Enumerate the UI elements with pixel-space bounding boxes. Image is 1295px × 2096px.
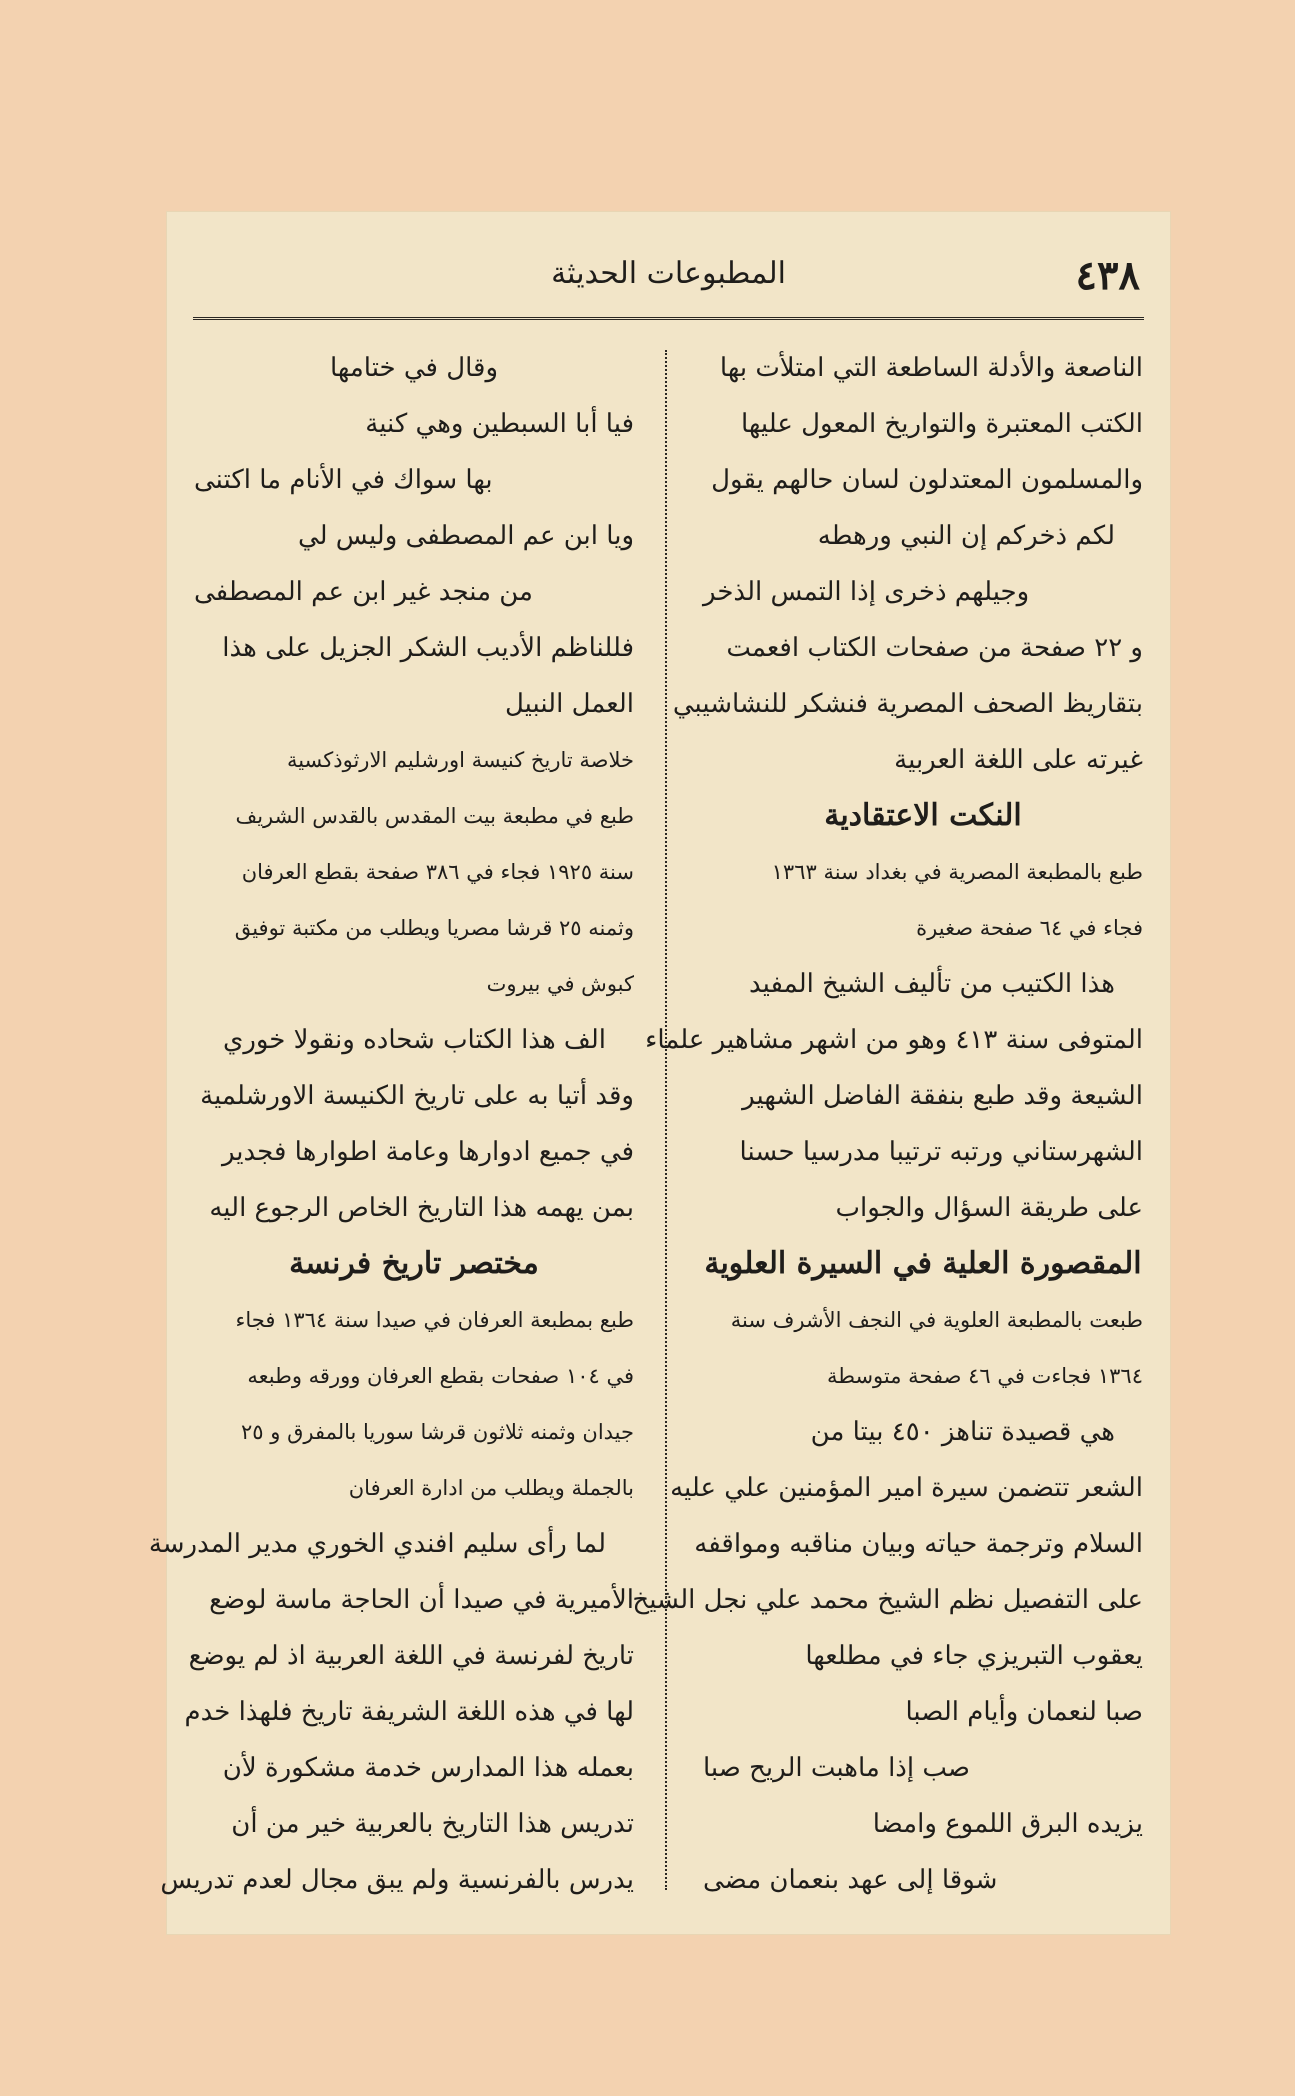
text-line: بتقاريظ الصحف المصرية فنشكر للنشاشيبي bbox=[672, 689, 1143, 719]
text-line: ويا ابن عم المصطفى وليس لي bbox=[297, 521, 634, 551]
text-line: الأميرية في صيدا أن الحاجة ماسة لوضع bbox=[209, 1585, 634, 1615]
text-line: هي قصيدة تناهز ٤٥٠ بيتا من bbox=[810, 1417, 1115, 1447]
right-column bbox=[632, 340, 1143, 1908]
text-line: وثمنه ٢٥ قرشا مصريا ويطلب من مكتبة توفيق bbox=[234, 916, 634, 940]
text-line: في ١٠٤ صفحات بقطع العرفان وورقه وطبعه bbox=[247, 1364, 634, 1388]
text-line: فللناظم الأديب الشكر الجزيل على هذا bbox=[222, 633, 634, 663]
text-line: لها في هذه اللغة الشريفة تاريخ فلهذا خدم bbox=[184, 1697, 634, 1727]
text-line: وجيلهم ذخرى إذا التمس الذخر bbox=[703, 577, 1030, 607]
text-line: على التفصيل نظم الشيخ محمد علي نجل الشيخ bbox=[632, 1585, 1143, 1615]
text-line: الشيعة وقد طبع بنفقة الفاضل الشهير bbox=[742, 1081, 1143, 1111]
text-line: على طريقة السؤال والجواب bbox=[835, 1193, 1143, 1223]
text-line: طبعت بالمطبعة العلوية في النجف الأشرف سنة bbox=[730, 1308, 1143, 1332]
text-line: والمسلمون المعتدلون لسان حالهم يقول bbox=[711, 465, 1143, 495]
text-line: يعقوب التبريزي جاء في مطلعها bbox=[805, 1641, 1143, 1671]
text-line: بعمله هذا المدارس خدمة مشكورة لأن bbox=[222, 1753, 634, 1783]
page-header bbox=[197, 252, 1140, 312]
text-line: بالجملة ويطلب من ادارة العرفان bbox=[348, 1476, 634, 1500]
text-line: الناصعة والأدلة الساطعة التي امتلأت بها bbox=[719, 353, 1143, 383]
text-line: صبا لنعمان وأيام الصبا bbox=[905, 1697, 1143, 1727]
text-line: فجاء في ٦٤ صفحة صغيرة bbox=[916, 916, 1143, 940]
text-line: خلاصة تاريخ كنيسة اورشليم الارثوذكسية bbox=[286, 748, 634, 772]
text-line: هذا الكتيب من تأليف الشيخ المفيد bbox=[749, 969, 1115, 999]
text-line: تدريس هذا التاريخ بالعربية خير من أن bbox=[231, 1809, 634, 1839]
section-heading: مختصر تاريخ فرنسة bbox=[289, 1246, 539, 1281]
text-line: المتوفى سنة ٤١٣ وهو من اشهر مشاهير علماء bbox=[645, 1025, 1143, 1055]
text-line: و ٢٢ صفحة من صفحات الكتاب افعمت bbox=[726, 633, 1143, 663]
text-line: الشعر تتضمن سيرة امير المؤمنين علي عليه bbox=[670, 1473, 1143, 1503]
document-page bbox=[148, 212, 1170, 1934]
text-line: طبع بمطبعة العرفان في صيدا سنة ١٣٦٤ فجاء bbox=[235, 1308, 634, 1332]
section-heading: المقصورة العلية في السيرة العلوية bbox=[704, 1246, 1142, 1281]
text-line: من منجد غير ابن عم المصطفى bbox=[194, 577, 533, 607]
text-line: صب إذا ماهبت الريح صبا bbox=[703, 1753, 970, 1783]
text-line: طبع بالمطبعة المصرية في بغداد سنة ١٣٦٣ bbox=[771, 860, 1143, 884]
text-line: الكتب المعتبرة والتواريخ المعول عليها bbox=[740, 409, 1143, 439]
text-line: غيرته على اللغة العربية bbox=[894, 745, 1143, 775]
column-divider bbox=[665, 350, 667, 1890]
text-line: شوقا إلى عهد بنعمان مضى bbox=[703, 1865, 998, 1895]
text-line: تاريخ لفرنسة في اللغة العربية اذ لم يوضع bbox=[188, 1641, 634, 1671]
text-line: فيا أبا السبطين وهي كنية bbox=[365, 409, 634, 439]
text-line: بمن يهمه هذا التاريخ الخاص الرجوع اليه bbox=[209, 1193, 634, 1223]
text-line: كبوش في بيروت bbox=[486, 972, 634, 996]
page-number: ٤٣٨ bbox=[1075, 252, 1140, 299]
text-line: السلام وترجمة حياته وبيان مناقبه ومواقفه bbox=[694, 1529, 1143, 1559]
text-line: لما رأى سليم افندي الخوري مدير المدرسة bbox=[148, 1529, 606, 1559]
text-line: الف هذا الكتاب شحاده ونقولا خوري bbox=[222, 1025, 606, 1055]
text-line: يزيده البرق اللموع وامضا bbox=[872, 1809, 1143, 1839]
left-column bbox=[148, 340, 634, 1908]
text-line: الشهرستاني ورتبه ترتيبا مدرسيا حسنا bbox=[739, 1137, 1143, 1167]
text-line: يدرس بالفرنسية ولم يبق مجال لعدم تدريس bbox=[160, 1865, 634, 1895]
text-line: العمل النبيل bbox=[504, 689, 634, 719]
header-rule bbox=[193, 317, 1144, 324]
text-line: ١٣٦٤ فجاءت في ٤٦ صفحة متوسطة bbox=[826, 1364, 1143, 1388]
text-line: وقد أتيا به على تاريخ الكنيسة الاورشلمية bbox=[200, 1081, 634, 1111]
text-line: سنة ١٩٢٥ فجاء في ٣٨٦ صفحة بقطع العرفان bbox=[241, 860, 634, 884]
text-line: بها سواك في الأنام ما اكتنى bbox=[194, 465, 493, 495]
section-heading: النكت الاعتقادية bbox=[824, 798, 1022, 833]
text-line: وقال في ختامها bbox=[329, 353, 499, 383]
text-line: لكم ذخركم إن النبي ورهطه bbox=[817, 521, 1115, 551]
text-line: طبع في مطبعة بيت المقدس بالقدس الشريف bbox=[235, 804, 634, 828]
text-line: جيدان وثمنه ثلاثون قرشا سوريا بالمفرق و ٢٥ bbox=[241, 1420, 634, 1444]
running-title: المطبوعات الحديثة bbox=[551, 256, 786, 291]
text-line: في جميع ادوارها وعامة اطوارها فجدير bbox=[221, 1137, 634, 1167]
